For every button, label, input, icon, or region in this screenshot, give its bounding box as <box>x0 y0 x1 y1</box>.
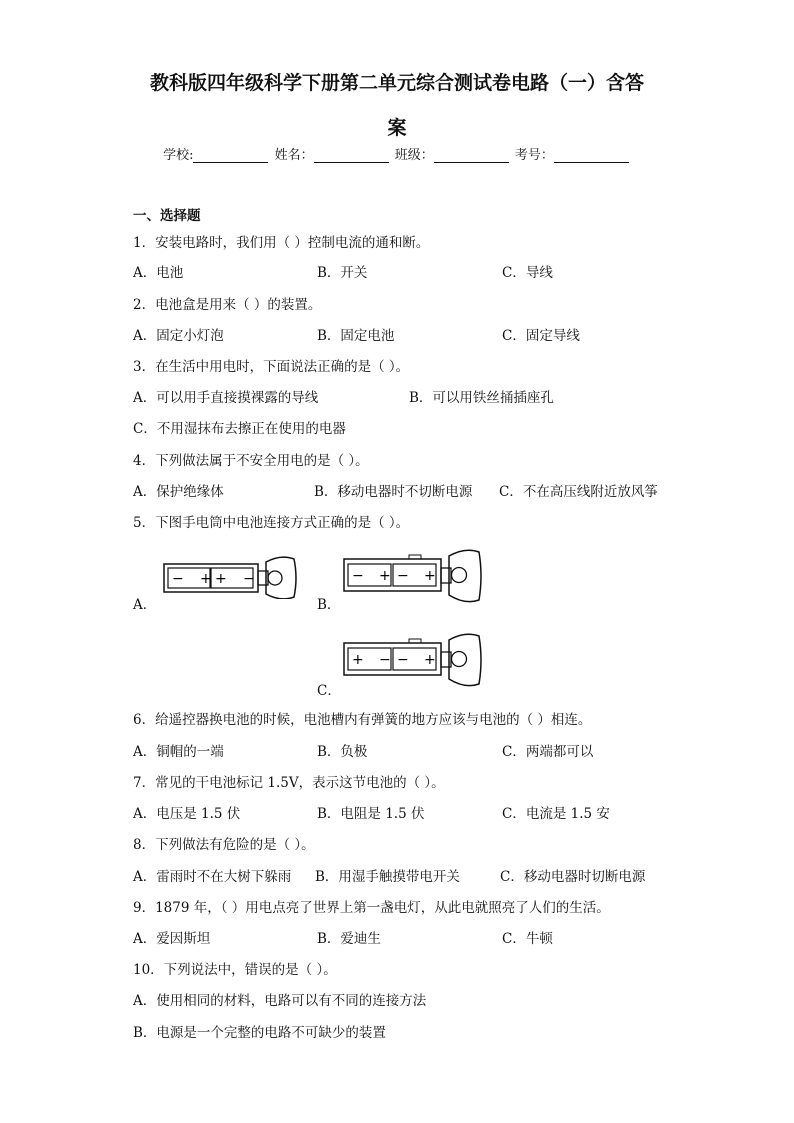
q5-option-c[interactable]: C． <box>317 683 341 699</box>
q9-option-a[interactable]: A．爱因斯坦 <box>133 931 211 947</box>
q6-option-b[interactable]: B．负极 <box>317 744 368 760</box>
class-blank[interactable] <box>434 148 509 163</box>
q7-option-a[interactable]: A．电压是 1.5 伏 <box>133 806 241 822</box>
sign: − <box>172 571 184 587</box>
q3-option-c[interactable]: C．不用湿抹布去擦正在使用的电器 <box>133 421 346 437</box>
q5-option-b[interactable]: B． <box>317 597 341 613</box>
sign: − <box>352 568 364 584</box>
class-label: 班级： <box>394 148 434 163</box>
q3-option-a[interactable]: A．可以用手直接摸裸露的导线 <box>133 390 319 406</box>
flashlight-c-figure <box>343 630 483 692</box>
q6-option-c[interactable]: C．两端都可以 <box>502 744 594 760</box>
q1-option-c[interactable]: C．导线 <box>502 265 553 281</box>
q1-option-a[interactable]: A．电池 <box>133 265 184 281</box>
student-info <box>0 144 794 163</box>
q5-option-a[interactable]: A． <box>133 597 157 613</box>
q10-option-b[interactable]: B．电源是一个完整的电路不可缺少的装置 <box>133 1025 386 1041</box>
flashlight-a-figure <box>163 553 298 599</box>
q2-option-a[interactable]: A．固定小灯泡 <box>133 328 224 344</box>
q9-option-c[interactable]: C．牛顿 <box>502 931 553 947</box>
q3-option-b[interactable]: B．可以用铁丝捅插座孔 <box>409 390 554 406</box>
sign: − <box>397 652 409 668</box>
q2-option-b[interactable]: B．固定电池 <box>317 328 395 344</box>
q7-option-c[interactable]: C．电流是 1.5 安 <box>502 806 610 822</box>
q8-option-a[interactable]: A．雷雨时不在大树下躲雨 <box>133 869 292 885</box>
q8-option-b[interactable]: B．用湿手触摸带电开关 <box>315 869 460 885</box>
school-label: 学校: <box>163 148 194 163</box>
page-title: 教科版四年级科学下册第二单元综合测试卷电路（一）含答 <box>149 72 644 94</box>
question-10: 10．下列说法中，错误的是（ ）。 <box>133 962 337 978</box>
sign: + <box>215 571 227 587</box>
flashlight-b-figure <box>343 546 483 608</box>
q7-option-b[interactable]: B．电阻是 1.5 伏 <box>317 806 425 822</box>
sign: − <box>243 571 255 587</box>
q8-option-c[interactable]: C．移动电器时切断电源 <box>500 869 646 885</box>
q9-option-b[interactable]: B．爱迪生 <box>317 931 381 947</box>
sign: + <box>424 568 436 584</box>
question-6: 6．给遥控器换电池的时候，电池槽内有弹簧的地方应该与电池的（ ）相连。 <box>133 712 592 728</box>
q4-option-b[interactable]: B．移动电器时不切断电源 <box>314 484 473 500</box>
question-9: 9．1879 年，（ ）用电点亮了世界上第一盏电灯，从此电就照亮了人们的生活。 <box>133 900 610 916</box>
sign: + <box>379 568 391 584</box>
page-title-cont: 案 <box>387 117 407 139</box>
question-3: 3．在生活中用电时，下面说法正确的是（ ）。 <box>133 359 410 375</box>
sign: − <box>379 652 391 668</box>
section-heading: 一、选择题 <box>133 208 201 224</box>
exam-no-blank[interactable] <box>554 148 629 163</box>
name-blank[interactable] <box>314 148 389 163</box>
name-label: 姓名： <box>274 148 314 163</box>
q6-option-a[interactable]: A．铜帽的一端 <box>133 744 224 760</box>
q10-option-a[interactable]: A．使用相同的材料，电路可以有不同的连接方法 <box>133 993 427 1009</box>
q1-option-b[interactable]: B．开关 <box>317 265 368 281</box>
school-blank[interactable] <box>193 148 268 163</box>
question-4: 4．下列做法属于不安全用电的是（ ）。 <box>133 453 369 469</box>
question-8: 8．下列做法有危险的是（ ）。 <box>133 837 315 853</box>
question-7: 7．常见的干电池标记 1.5V，表示这节电池的（ ）。 <box>133 775 445 791</box>
sign: + <box>352 652 364 668</box>
sign: − <box>397 568 409 584</box>
question-1: 1．安装电路时，我们用（ ）控制电流的通和断。 <box>133 235 430 251</box>
question-2: 2．电池盒是用来（ ）的装置。 <box>133 297 322 313</box>
sign: + <box>424 652 436 668</box>
q4-option-a[interactable]: A．保护绝缘体 <box>133 484 224 500</box>
question-5: 5．下图手电筒中电池连接方式正确的是（ ）。 <box>133 515 410 531</box>
sign: + <box>200 571 212 587</box>
exam-no-label: 考号： <box>514 148 554 163</box>
q4-option-c[interactable]: C．不在高压线附近放风筝 <box>499 484 658 500</box>
q2-option-c[interactable]: C．固定导线 <box>502 328 580 344</box>
